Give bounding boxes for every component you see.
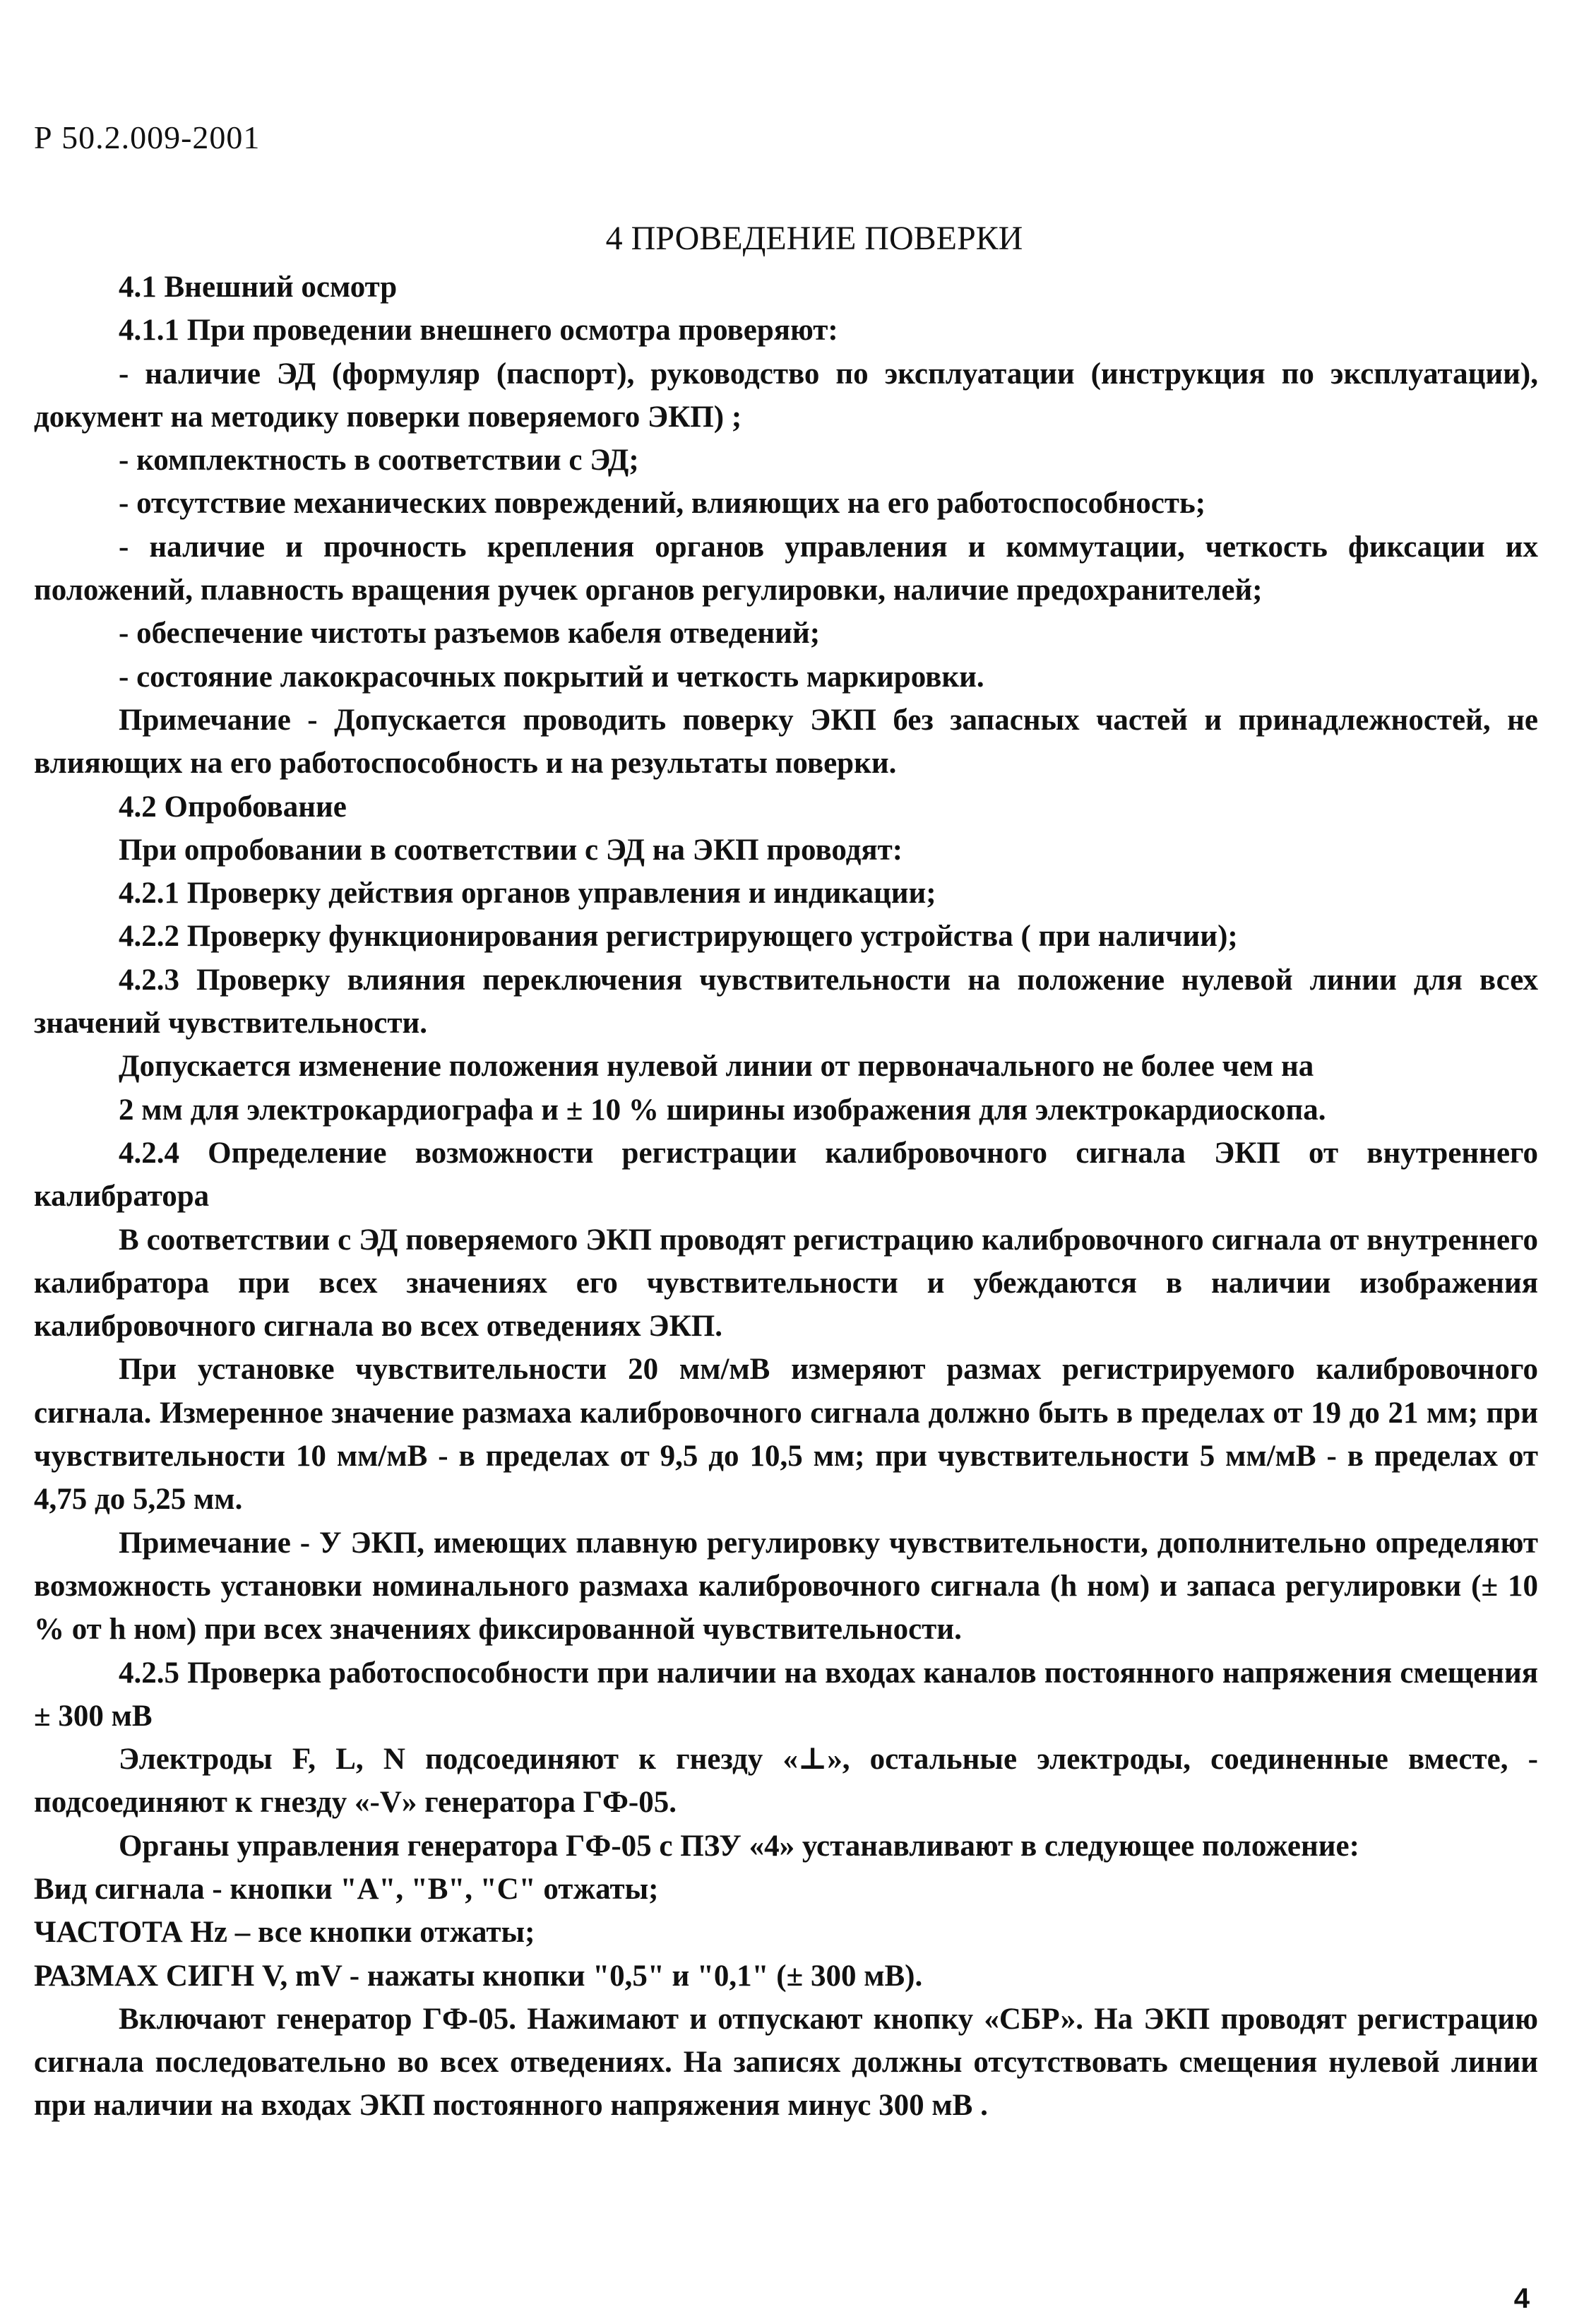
paragraph: Включают генератор ГФ-05. Нажимают и отпускают кнопку «СБР». На ЭКП проводят регистрацию сигнала последовательно во всех отведениях. На записях должны отсутствовать смещения нулевой линии при наличии на входах ЭКП постоянного напряжения минус 300 мВ . — [34, 2002, 1538, 2123]
document-number: Р 50.2.009-2001 — [34, 119, 261, 155]
paragraph: Органы управления генератора ГФ-05 с ПЗУ «4» устанавливают в следующее положение: — [119, 1829, 1359, 1863]
subsection-heading-testing: 4.2 Опробование — [119, 790, 347, 824]
list-item: 4.2.4 Определение возможности регистрации калибровочного сигнала ЭКП от внутреннего калибратора — [34, 1136, 1538, 1214]
list-item: 4.2.3 Проверку влияния переключения чувствительности на положение нулевой линии для всех значений чувствительности. — [34, 963, 1538, 1041]
list-item: - комплектность в соответствии с ЭД; — [119, 444, 639, 478]
list-item: - наличие ЭД (формуляр (паспорт), руководство по эксплуатации (инструкция по эксплуатации), документ на методику поверки поверяемого ЭКП) ; — [34, 357, 1538, 434]
list-item: 4.2.2 Проверку функционирования регистрирующего устройства ( при наличии); — [119, 920, 1238, 954]
page-number: 4 — [1513, 2283, 1530, 2314]
list-item: - обеспечение чистоты разъемов кабеля отведений; — [119, 617, 821, 651]
setting-line: Вид сигнала - кнопки "А", "В", "С" отжаты; — [34, 1872, 659, 1906]
list-item: - отсутствие механических повреждений, влияющих на его работоспособность; — [119, 487, 1206, 521]
list-item: - наличие и прочность крепления органов управления и коммутации, четкость фиксации их положений, плавность вращения ручек органов регулировки, наличие предохранителей; — [34, 530, 1538, 607]
paragraph: 2 мм для электрокардиографа и ± 10 % ширины изображения для электрокардиоскопа. — [119, 1093, 1326, 1127]
paragraph: 4.1.1 При проведении внешнего осмотра проверяют: — [119, 314, 838, 348]
paragraph: Электроды F, L, N подсоединяют к гнезду «⊥», остальные электроды, соединенные вместе, - подсоединяют к гнезду «-V» генератора ГФ-05. — [34, 1743, 1538, 1820]
subsection-heading-external-inspection: 4.1 Внешний осмотр — [119, 271, 398, 304]
paragraph: В соответствии с ЭД поверяемого ЭКП проводят регистрацию калибровочного сигнала от внутреннего калибратора при всех значениях его чувствительности и убеждаются в наличии изображения калибровочного сигнала во всех отведениях ЭКП. — [34, 1223, 1538, 1344]
document-body — [34, 266, 1538, 2128]
list-item: 4.2.1 Проверку действия органов управления и индикации; — [119, 877, 936, 911]
paragraph: При опробовании в соответствии с ЭД на ЭКП проводят: — [119, 833, 903, 867]
list-item: - состояние лакокрасочных покрытий и четкость маркировки. — [119, 660, 984, 694]
paragraph: При установке чувствительности 20 мм/мВ измеряют размах регистрируемого калибровочного сигнала. Измеренное значение размаха калибровочного сигнала должно быть в пределах от 19 до 21 мм; при чувствительности 10 мм/мВ - в пределах от 9,5 до 10,5 мм; при чувствительности 5 мм/мВ - в пределах от 4,75 до 5,25 мм. — [34, 1353, 1538, 1517]
list-item: 4.2.5 Проверка работоспособности при наличии на входах каналов постоянного напряжения смещения ± 300 мВ — [34, 1656, 1538, 1733]
note-paragraph: Примечание - Допускается проводить поверку ЭКП без запасных частей и принадлежностей, не влияющих на его работоспособность и на результаты поверки. — [34, 703, 1538, 781]
section-title: 4 ПРОВЕДЕНИЕ ПОВЕРКИ — [605, 220, 1023, 257]
paragraph: Допускается изменение положения нулевой линии от первоначального не более чем на — [119, 1050, 1314, 1084]
setting-line: ЧАСТОТА Hz – все кнопки отжаты; — [34, 1916, 535, 1950]
note-paragraph: Примечание - У ЭКП, имеющих плавную регулировку чувствительности, дополнительно определяют возможность установки номинального размаха калибровочного сигнала (h ном) и запаса регулировки (± 10 % от h ном) при всех значениях фиксированной чувствительности. — [34, 1526, 1538, 1647]
setting-line: РАЗМАХ СИГН V, mV - нажаты кнопки "0,5" и "0,1" (± 300 мВ). — [34, 1959, 923, 1993]
